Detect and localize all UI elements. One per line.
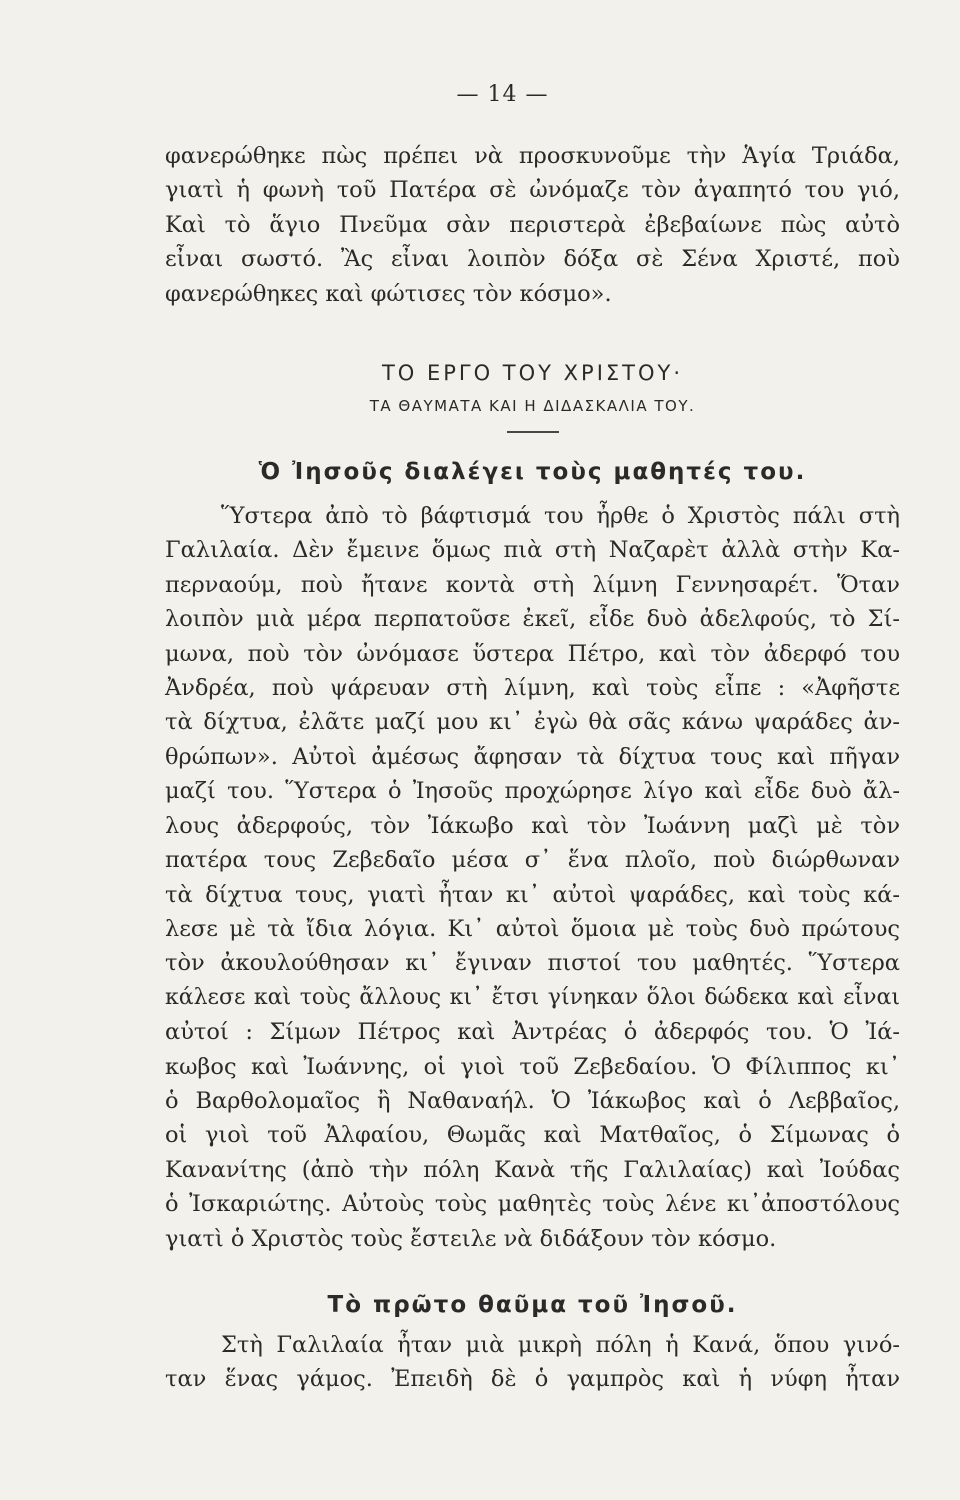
text-line: Κανανίτης (ἀπὸ τὴν πόλη Κανὰ τῆς Γαλιλαίας) καὶ Ἰούδας [165, 1156, 900, 1183]
text-line: οἱ γιοὶ τοῦ Ἀλφαίου, Θωμᾶς καὶ Ματθαῖος, ὁ Σίμωνας ὁ [165, 1122, 900, 1149]
text-line: θρώπων». Αὐτοὶ ἀμέσως ἄφησαν τὰ δίχτυα τους καὶ πῆγαν [165, 743, 900, 770]
text-line: Καὶ τὸ ἅγιο Πνεῦμα σὰν περιστερὰ ἐβεβαίωνε πὼς αὐτὸ [165, 211, 900, 238]
text-line: ὁ Βαρθολομαῖος ἢ Ναθαναήλ. Ὁ Ἰάκωβος καὶ ὁ Λεββαῖος, [165, 1087, 900, 1114]
page-number: — 14 — [456, 82, 549, 107]
disciples-paragraph [165, 499, 900, 1256]
miracle-paragraph [165, 1328, 900, 1397]
text-line: Ἀνδρέα, ποὺ ψάρευαν στὴ λίμνη, καὶ τοὺς εἶπε : «Ἀφῆστε [165, 675, 900, 702]
text-line: περναούμ, ποὺ ἤτανε κοντὰ στὴ λίμνη Γεννησαρέτ. Ὅταν [165, 571, 900, 598]
section-heading-first-miracle: Τὸ πρῶτο θαῦμα τοῦ Ἰησοῦ. [327, 1291, 738, 1318]
text-line: Στὴ Γαλιλαία ἦταν μιὰ μικρὴ πόλη ἡ Κανά, ὅπου γινό- [221, 1331, 900, 1358]
text-line: γιατὶ ἡ φωνὴ τοῦ Πατέρα σὲ ὠνόμαζε τὸν ἀγαπητό του γιό, [165, 177, 900, 204]
text-line: φανερώθηκε πὼς πρέπει νὰ προσκυνοῦμε τὴν Ἁγία Τριάδα, [165, 143, 900, 169]
text-line: πατέρα τους Ζεβεδαῖο μέσα σ᾿ ἕνα πλοῖο, ποὺ διώρθωναν [165, 847, 900, 874]
divider [507, 431, 559, 433]
text-line: Γαλιλαία. Δὲν ἔμεινε ὅμως πιὰ στὴ Ναζαρὲτ ἀλλὰ στὴν Κα- [165, 537, 900, 564]
text-line: ταν ἕνας γάμος. Ἐπειδὴ δὲ ὁ γαμπρὸς καὶ ἡ νύφη ἦταν [165, 1366, 900, 1393]
text-line: λοιπὸν μιὰ μέρα περπατοῦσε ἐκεῖ, εἶδε δυὸ ἀδελφούς, τὸ Σί- [165, 606, 900, 633]
text-line: γιατὶ ὁ Χριστὸς τοὺς ἔστειλε νὰ διδάξουν τὸν κόσμο. [165, 1225, 777, 1252]
intro-paragraph [165, 139, 900, 311]
chapter-header [165, 361, 900, 433]
text-line: κάλεσε καὶ τοὺς ἄλλους κι᾿ ἔτσι γίνηκαν ὅλοι δώδεκα καὶ εἶναι [165, 984, 900, 1010]
text-line: ὁ Ἰσκαριώτης. Αὐτοὺς τοὺς μαθητὲς τοὺς λένε κι᾿ἀποστόλους [165, 1191, 900, 1218]
text-line: τὸν ἀκουλούθησαν κι᾿ ἔγιναν πιστοί του μαθητές. Ὕστερα [165, 950, 900, 977]
section-heading-disciples: Ὁ Ἰησοῦς διαλέγει τοὺς μαθητές του. [258, 459, 807, 486]
text-line: λεσε μὲ τὰ ἴδια λόγια. Κι᾿ αὐτοὶ ὅμοια μὲ τοὺς δυὸ πρώτους [165, 915, 900, 942]
text-line: μωνα, ποὺ τὸν ὠνόμασε ὕστερα Πέτρο, καὶ τὸν ἀδερφό του [165, 640, 900, 667]
text-line: κωβος καὶ Ἰωάννης, οἱ γιοὶ τοῦ Ζεβεδαίου. Ὁ Φίλιππος κι᾿ [165, 1053, 900, 1080]
text-line: Ὕστερα ἀπὸ τὸ βάφτισμά του ἦρθε ὁ Χριστὸς πάλι στὴ [221, 503, 900, 530]
text-line: μαζί του. Ὕστερα ὁ Ἰησοῦς προχώρησε λίγο καὶ εἶδε δυὸ ἄλ- [165, 778, 900, 805]
text-line: τὰ δίχτυα τους, γιατὶ ἦταν κι᾿ αὐτοὶ ψαράδες, καὶ τοὺς κά- [165, 881, 900, 908]
text-line: εἶναι σωστό. Ἂς εἶναι λοιπὸν δόξα σὲ Σένα Χριστέ, ποὺ [165, 246, 900, 273]
text-line: αὐτοί : Σίμων Πέτρος καὶ Ἀντρέας ὁ ἀδερφός του. Ὁ Ἰά- [165, 1019, 900, 1046]
text-line: λους ἀδερφούς, τὸν Ἰάκωβο καὶ τὸν Ἰωάννη μαζὶ μὲ τὸν [165, 812, 900, 839]
text-line: τὰ δίχτυα, ἐλᾶτε μαζί μου κι᾿ ἐγὼ θὰ σᾶς κάνω ψαράδες ἀν- [165, 709, 900, 736]
chapter-title: ΤΟ ΕΡΓΟ ΤΟΥ ΧΡΙΣΤΟΥ· [381, 361, 684, 386]
text-line: φανερώθηκες καὶ φώτισες τὸν κόσμο». [165, 280, 612, 307]
chapter-subtitle: ΤΑ ΘΑΥΜΑΤΑ ΚΑΙ Η ΔΙΔΑΣΚΑΛΙΑ ΤΟΥ. [369, 397, 696, 416]
